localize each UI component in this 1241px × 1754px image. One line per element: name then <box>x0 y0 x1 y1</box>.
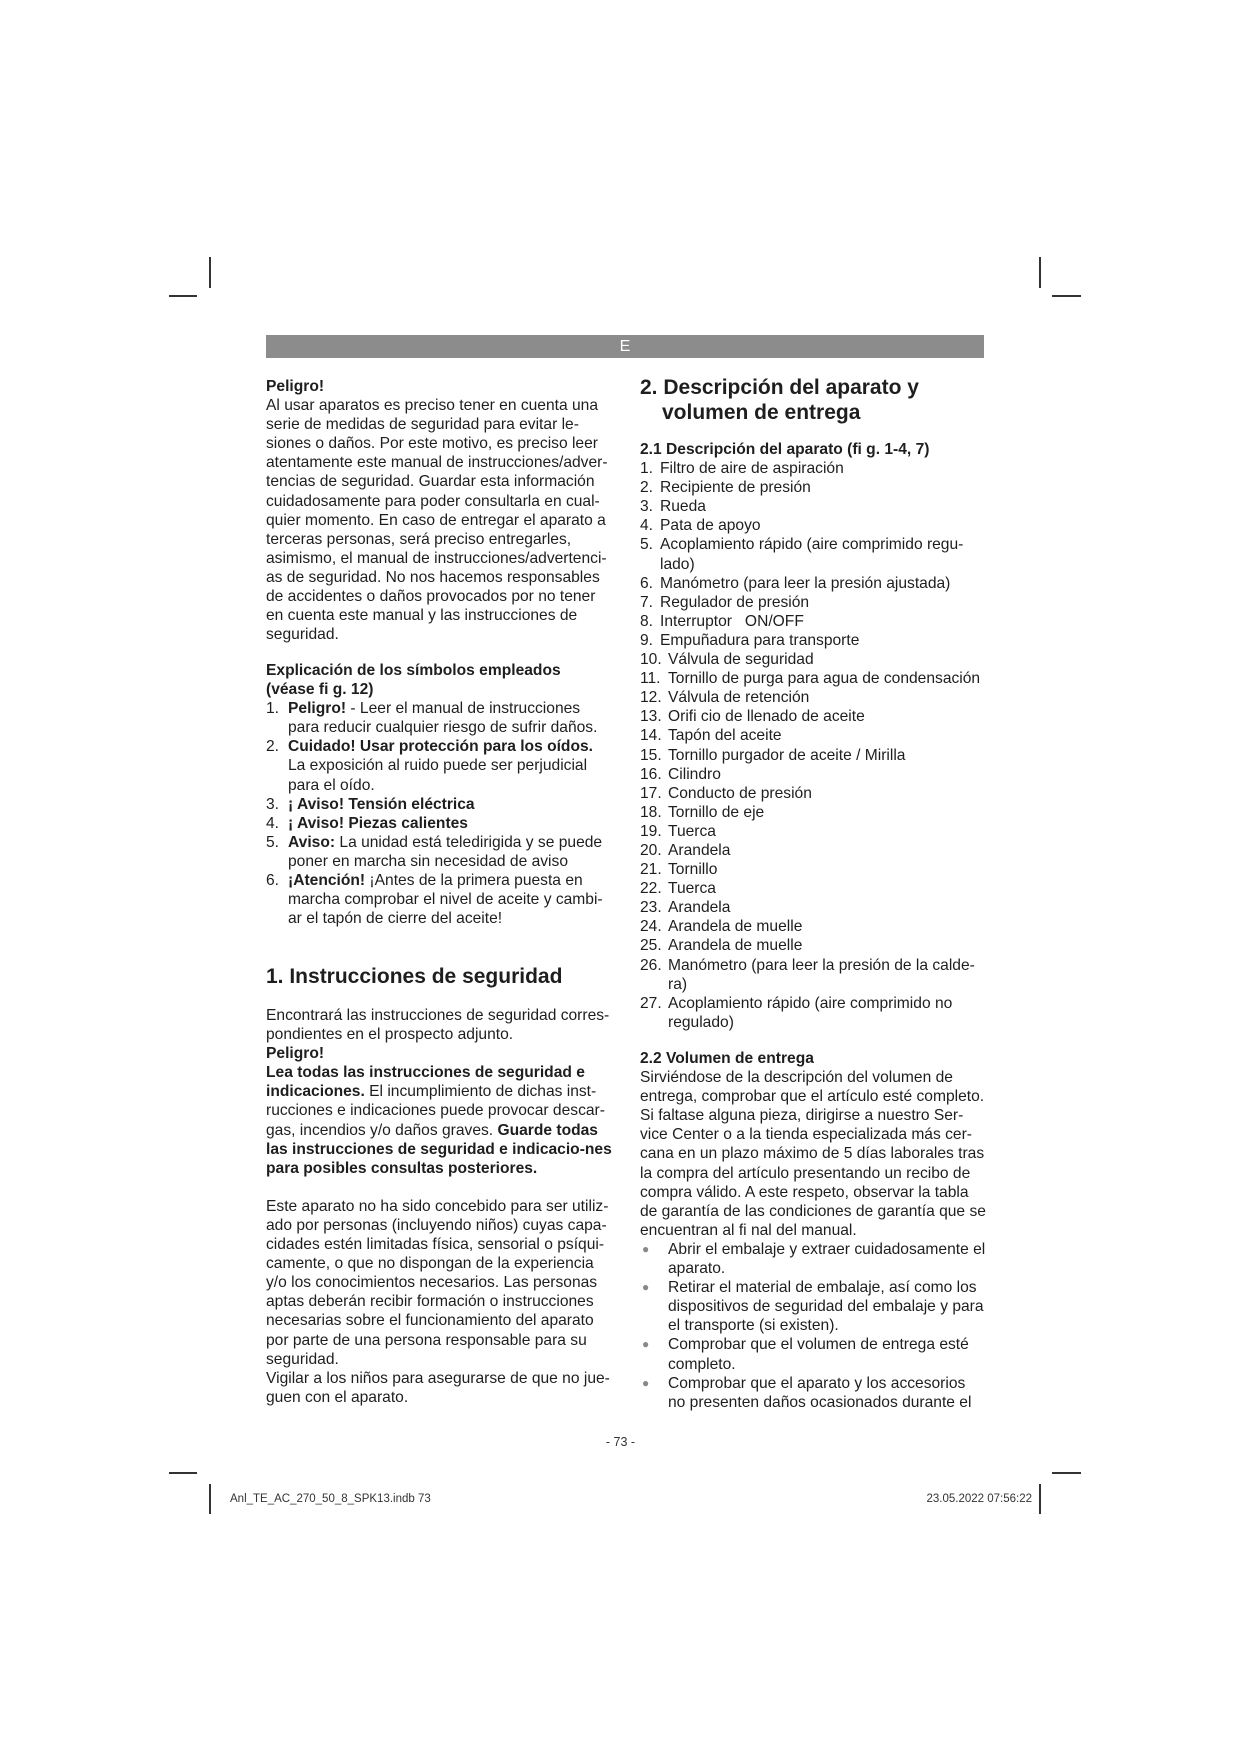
item-number: 26. <box>640 956 662 974</box>
checklist-text: Abrir el embalaje y extraer cuidadosamente el aparato. <box>668 1240 986 1278</box>
part-item <box>640 936 986 955</box>
part-name: Tuerca <box>668 880 716 898</box>
file-name: Anl_TE_AC_270_50_8_SPK13.indb 73 <box>230 1493 431 1505</box>
part-item <box>640 879 986 898</box>
item-number: 10. <box>640 651 662 669</box>
part-item <box>640 612 986 631</box>
checklist-item <box>640 1240 986 1278</box>
part-item <box>640 994 986 1032</box>
symbol-item <box>266 737 612 794</box>
symbol-label: Cuidado! Usar protección para los oídos. <box>288 738 593 756</box>
symbol-item <box>266 795 612 814</box>
part-name: Interruptor ON/OFF <box>660 612 804 630</box>
part-name: Manómetro (para leer la presión de la calde-ra) <box>668 956 975 993</box>
symbol-item <box>266 833 612 871</box>
bold-text: Guarde todas las instrucciones de seguridad e indicacio-nes para posibles consultas posteriores. <box>266 1121 612 1177</box>
part-name: Arandela <box>668 899 731 917</box>
part-name: Conducto de presión <box>668 784 812 802</box>
checklist-text: Retirar el material de embalaje, así como los dispositivos de seguridad del embalaje y para el transporte (si existen). <box>668 1279 984 1335</box>
section-1-title: 1. Instrucciones de seguridad <box>266 965 563 988</box>
crop-mark <box>209 257 211 288</box>
section-1-paragraph <box>266 1063 612 1178</box>
section-2-2-text: Sirviéndose de la descripción del volumen de entrega, comprobar que el artículo esté completo. Si faltase alguna pieza, dirigirse a nuestro Ser-vice Center o a la tienda especializada más cer-cana en un plazo máximo de 5 días laborales tras la compra del artículo presentando un recibo de compra válido. A este respeto, observar la tabla de garantía de las condiciones de garantía que se encuentran al fi nal del manual. <box>640 1069 986 1239</box>
item-number: 9. <box>640 631 654 649</box>
part-name: Tornillo de purga para agua de condensación <box>668 670 981 688</box>
intro-warning <box>266 377 612 644</box>
section-2-2 <box>640 1049 986 1412</box>
item-number: 24. <box>640 918 662 936</box>
part-name: Pata de apoyo <box>660 517 761 535</box>
item-number: 12. <box>640 689 662 707</box>
bullet-icon: ● <box>642 1375 650 1390</box>
symbol-label: Peligro! <box>288 700 347 718</box>
part-name: Manómetro (para leer la presión ajustada) <box>660 574 951 592</box>
item-number: 3. <box>266 795 280 813</box>
part-item <box>640 497 986 516</box>
symbol-label: ¡ Aviso! Piezas calientes <box>288 814 468 832</box>
symbol-label: ¡Atención! <box>288 872 366 890</box>
bullet-icon: ● <box>642 1280 650 1295</box>
symbol-label: ¡ Aviso! Tensión eléctrica <box>288 795 475 813</box>
part-item <box>640 669 986 688</box>
item-number: 25. <box>640 937 662 955</box>
part-item <box>640 784 986 803</box>
part-item <box>640 822 986 841</box>
item-number: 1. <box>640 460 654 478</box>
delivery-checklist <box>640 1240 986 1412</box>
part-name: Filtro de aire de aspiración <box>660 460 844 478</box>
checklist-item <box>640 1278 986 1335</box>
part-name: Tapón del aceite <box>668 727 782 745</box>
item-number: 2. <box>266 738 280 756</box>
part-name: Empuñadura para transporte <box>660 631 860 649</box>
part-item <box>640 898 986 917</box>
symbol-text: La unidad está teledirigida y se puede poner en marcha sin necesidad de aviso <box>288 833 603 870</box>
part-item <box>640 803 986 822</box>
part-name: Tornillo purgador de aceite / Mirilla <box>668 746 906 764</box>
part-name: Rueda <box>660 498 706 516</box>
body-text: El incumplimiento de dichas inst-rucciones e indicaciones puede provocar descar-gas, incendios y/o daños graves. <box>266 1083 605 1139</box>
item-number: 13. <box>640 708 662 726</box>
left-column <box>266 0 612 1500</box>
item-number: 17. <box>640 784 662 802</box>
warning-text: Al usar aparatos es preciso tener en cuenta una serie de medidas de seguridad para evitar le-siones o daños. Por este motivo, es preciso leer atentamente este manual de instrucciones/adver-tencias de seguridad. Guardar esta información cuidadosamente para poder consultarla en cual-quier momento. En caso de entregar el aparato a terceras personas, será preciso entregarles, asimismo, el manual de instrucciones/advertenci-as de seguridad. No nos hacemos responsables de accidentes o daños provocados por no tener en cuenta este manual y las instrucciones de seguridad. <box>266 397 608 644</box>
item-number: 15. <box>640 746 662 764</box>
symbol-text: ¡Antes de la primera puesta en marcha comprobar el nivel de aceite y cambi-ar el tapón de cierre del aceite! <box>288 872 603 928</box>
part-name: Acoplamiento rápido (aire comprimido regu-lado) <box>660 536 964 573</box>
item-number: 18. <box>640 803 662 821</box>
part-name: Recipiente de presión <box>660 479 811 497</box>
item-number: 19. <box>640 822 662 840</box>
item-number: 6. <box>640 574 654 592</box>
section-2-title-line2: volumen de entrega <box>662 401 861 424</box>
part-item <box>640 535 986 573</box>
part-item <box>640 841 986 860</box>
part-item <box>640 516 986 535</box>
item-number: 27. <box>640 994 662 1012</box>
bold-text: Lea todas las instrucciones de seguridad e indicaciones. <box>266 1064 585 1101</box>
symbols-section <box>266 661 612 928</box>
section-2-2-title: 2.2 Volumen de entrega <box>640 1050 814 1067</box>
item-number: 7. <box>640 593 654 611</box>
section-1-intro: Encontrará las instrucciones de seguridad corres-pondientes en el prospecto adjunto. <box>266 1007 610 1044</box>
item-number: 5. <box>640 536 654 554</box>
symbol-item <box>266 871 612 928</box>
section-1-paragraph-3: Vigilar a los niños para asegurarse de que no jue-guen con el aparato. <box>266 1369 610 1406</box>
item-number: 3. <box>640 498 654 516</box>
item-number: 22. <box>640 880 662 898</box>
warning-title: Peligro! <box>266 378 325 395</box>
item-number: 16. <box>640 765 662 783</box>
part-name: Tornillo de eje <box>668 803 765 821</box>
part-item <box>640 631 986 650</box>
part-name: Regulador de presión <box>660 593 810 611</box>
item-number: 5. <box>266 833 280 851</box>
part-name: Acoplamiento rápido (aire comprimido no regulado) <box>668 994 957 1031</box>
part-name: Cilindro <box>668 765 721 783</box>
part-name: Arandela <box>668 841 731 859</box>
language-label: E <box>619 338 631 355</box>
section-2 <box>640 375 986 425</box>
symbol-text: La exposición al ruido puede ser perjudicial para el oído. <box>288 757 588 794</box>
symbol-item <box>266 814 612 833</box>
item-number: 2. <box>640 479 654 497</box>
part-item <box>640 650 986 669</box>
item-number: 20. <box>640 841 662 859</box>
symbol-label: Aviso: <box>288 833 336 851</box>
crop-mark <box>1039 1484 1041 1514</box>
part-item <box>640 917 986 936</box>
part-item <box>640 593 986 612</box>
bullet-icon: ● <box>642 1337 650 1352</box>
crop-mark <box>1052 295 1081 297</box>
crop-mark <box>209 1484 211 1514</box>
checklist-item <box>640 1374 986 1412</box>
symbols-list <box>266 699 612 928</box>
item-number: 8. <box>640 612 654 630</box>
timestamp: 23.05.2022 07:56:22 <box>926 1493 1032 1505</box>
part-item <box>640 688 986 707</box>
checklist-text: Comprobar que el volumen de entrega esté completo. <box>668 1336 969 1373</box>
checklist-item <box>640 1335 986 1373</box>
item-number: 11. <box>640 670 661 688</box>
checklist-text: Comprobar que el aparato y los accesorios no presenten daños ocasionados durante el <box>668 1374 972 1411</box>
item-number: 4. <box>266 814 280 832</box>
item-number: 14. <box>640 727 662 745</box>
symbols-title: Explicación de los símbolos empleados (véase fi g. 12) <box>266 662 561 699</box>
part-name: Arandela de muelle <box>668 918 803 936</box>
part-name: Arandela de muelle <box>668 937 803 955</box>
part-item <box>640 459 986 478</box>
item-number: 6. <box>266 872 280 890</box>
item-number: 1. <box>266 700 280 718</box>
part-name: Válvula de seguridad <box>668 651 814 669</box>
part-name: Válvula de retención <box>668 689 810 707</box>
item-number: 4. <box>640 517 654 535</box>
page-number: - 73 - <box>605 1435 636 1449</box>
part-name: Tuerca <box>668 822 716 840</box>
part-item <box>640 956 986 994</box>
symbol-text: - Leer el manual de instrucciones para reducir cualquier riesgo de sufrir daños. <box>288 700 598 737</box>
section-2-1 <box>640 440 986 1032</box>
part-item <box>640 726 986 745</box>
crop-mark <box>169 1472 197 1474</box>
section-2-title: 2. Descripción del aparato y <box>640 376 919 399</box>
right-column <box>640 0 986 1500</box>
part-item <box>640 860 986 879</box>
part-item <box>640 765 986 784</box>
section-2-1-title: 2.1 Descripción del aparato (fi g. 1-4, 7) <box>640 441 930 458</box>
part-name: Orifi cio de llenado de aceite <box>668 708 865 726</box>
section-1-paragraph-2: Este aparato no ha sido concebido para ser utiliz-ado por personas (incluyendo niños) cuyas capa-cidades estén limitadas física, sensorial o psíqui-camente, o que no dispongan de la experiencia y/o los conocimientos necesarios. Las personas aptas deberán recibir formación o instrucciones necesarias sobre el funcionamiento del aparato por parte de una persona responsable para su seguridad. <box>266 1197 609 1368</box>
symbol-item <box>266 699 612 737</box>
bullet-icon: ● <box>642 1241 650 1256</box>
crop-mark <box>1039 257 1041 288</box>
part-item <box>640 707 986 726</box>
part-item <box>640 574 986 593</box>
part-item <box>640 746 986 765</box>
crop-mark <box>169 295 197 297</box>
crop-mark <box>1052 1472 1081 1474</box>
parts-list <box>640 459 986 1032</box>
section-1-warning: Peligro! <box>266 1045 325 1063</box>
part-name: Tornillo <box>668 861 718 879</box>
section-1-body <box>266 1006 612 1407</box>
item-number: 21. <box>640 861 662 879</box>
item-number: 23. <box>640 899 662 917</box>
part-item <box>640 478 986 497</box>
section-1 <box>266 964 612 989</box>
